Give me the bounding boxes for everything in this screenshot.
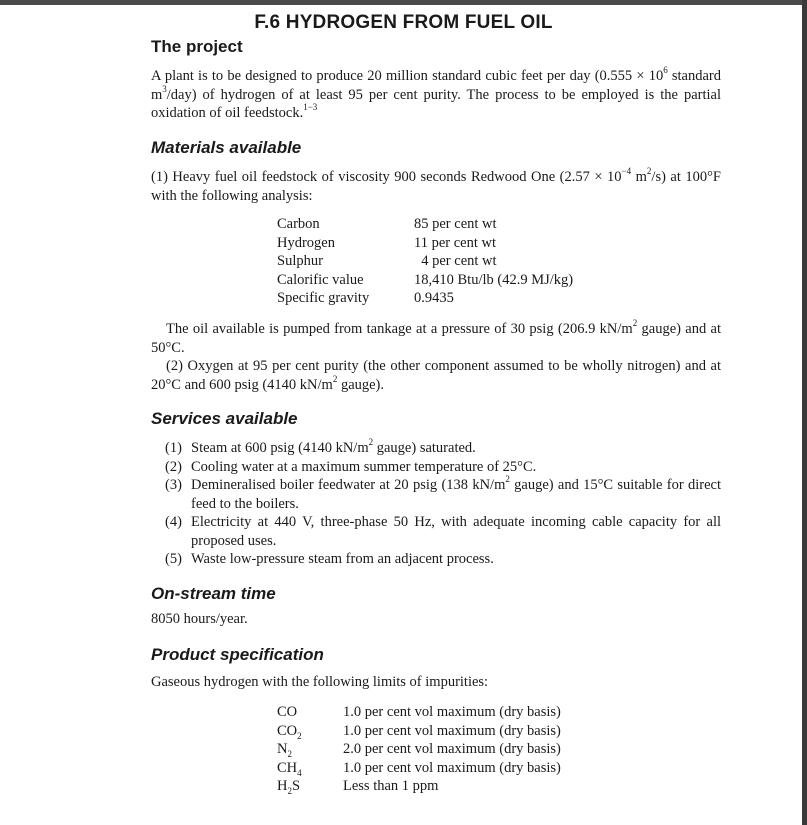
impurities-table (277, 703, 561, 796)
analysis-label: Hydrogen (277, 234, 335, 251)
impurity-formula: CO (277, 704, 298, 720)
project-heading: The project (151, 37, 243, 56)
list-item: (4) Electricity at 440 V, three-phase 50 Hz, with adequate incoming cable capacity for all proposed uses. (165, 514, 721, 549)
analysis-value: 11 per cent wt (414, 234, 497, 251)
analysis-value: 18,410 Btu/lb (42.9 MJ/kg) (414, 271, 574, 288)
impurity-formula: $N_2$ (277, 741, 292, 759)
list-item: (1) Steam at 600 psig (4140 $kN/m^2$ gauge) saturated. (165, 437, 476, 456)
materials-heading: Materials available (151, 138, 302, 157)
page-title: F.6 HYDROGEN FROM FUEL OIL (254, 12, 553, 33)
analysis-label: Carbon (277, 216, 320, 232)
impurity-formula: $H_2S$ (277, 778, 301, 796)
product-intro: Gaseous hydrogen with the following limits of impurities: (151, 674, 489, 690)
impurity-row (277, 703, 561, 722)
analysis-label: Calorific value (277, 271, 364, 288)
impurity-limit: Less than 1 ppm (343, 778, 439, 794)
materials-item-1: (1) Heavy fuel oil feedstock of viscosity 900 seconds Redwood One ($2.57 \times 10^{-4}$ $m^2/s$) at 100°F with the following analysis: (151, 166, 721, 204)
analysis-table (277, 215, 573, 308)
analysis-row (277, 215, 573, 234)
analysis-value: 0.9435 (414, 290, 454, 306)
impurity-formula: $CH_4$ (277, 759, 302, 778)
onstream-text: 8050 hours/year. (151, 611, 248, 627)
analysis-row (277, 271, 573, 290)
analysis-row (277, 289, 573, 308)
analysis-value: 85 per cent wt (414, 216, 497, 232)
impurity-row (277, 740, 561, 759)
impurity-row (277, 759, 561, 778)
materials-item-2: (2) Oxygen at 95 per cent purity (the other component assumed to be wholly nitrogen) and at 20°C and 600 psig (4140 $kN/m^2$ gauge). (151, 358, 721, 393)
analysis-row (277, 234, 573, 253)
list-item: (2) Cooling water at a maximum summer temperature of 25°C. (165, 458, 537, 475)
impurity-limit: 1.0 per cent vol maximum (dry basis) (343, 759, 561, 776)
list-item: (3) Demineralised boiler feedwater at 20 psig (138 $kN/m^2$ gauge) and 15°C suitable for direct feed to the boilers. (165, 474, 721, 512)
product-heading: Product specification (151, 645, 324, 664)
project-paragraph: A plant is to be designed to produce 20 million standard cubic feet per day ($0.555 \times 10^6$ standard $m^3/day$) of hydrogen of at least 95 per cent purity. The process to be employed is the partial oxidation of oil feedstock.$^{1-3}$ (151, 65, 722, 121)
oil-paragraph: The oil available is pumped from tankage at a pressure of 30 psig (206.9 $kN/m^2$ gauge) and at 50°C. (151, 318, 721, 356)
analysis-label: Specific gravity (277, 290, 370, 306)
impurity-limit: 2.0 per cent vol maximum (dry basis) (343, 741, 561, 757)
list-item: (5) Waste low-pressure steam from an adjacent process. (165, 551, 494, 567)
analysis-row (277, 252, 573, 271)
impurity-formula: $CO_2$ (277, 722, 302, 741)
impurity-row (277, 777, 561, 796)
onstream-heading: On-stream time (151, 584, 276, 603)
impurity-limit: 1.0 per cent vol maximum (dry basis) (343, 722, 561, 739)
services-list (165, 439, 721, 569)
top-border (0, 0, 807, 5)
right-border (802, 0, 807, 825)
impurity-limit: 1.0 per cent vol maximum (dry basis) (343, 704, 561, 720)
analysis-label: Sulphur (277, 253, 323, 269)
analysis-value: 4 per cent wt (414, 253, 497, 269)
services-heading: Services available (151, 409, 298, 428)
impurity-row (277, 722, 561, 741)
